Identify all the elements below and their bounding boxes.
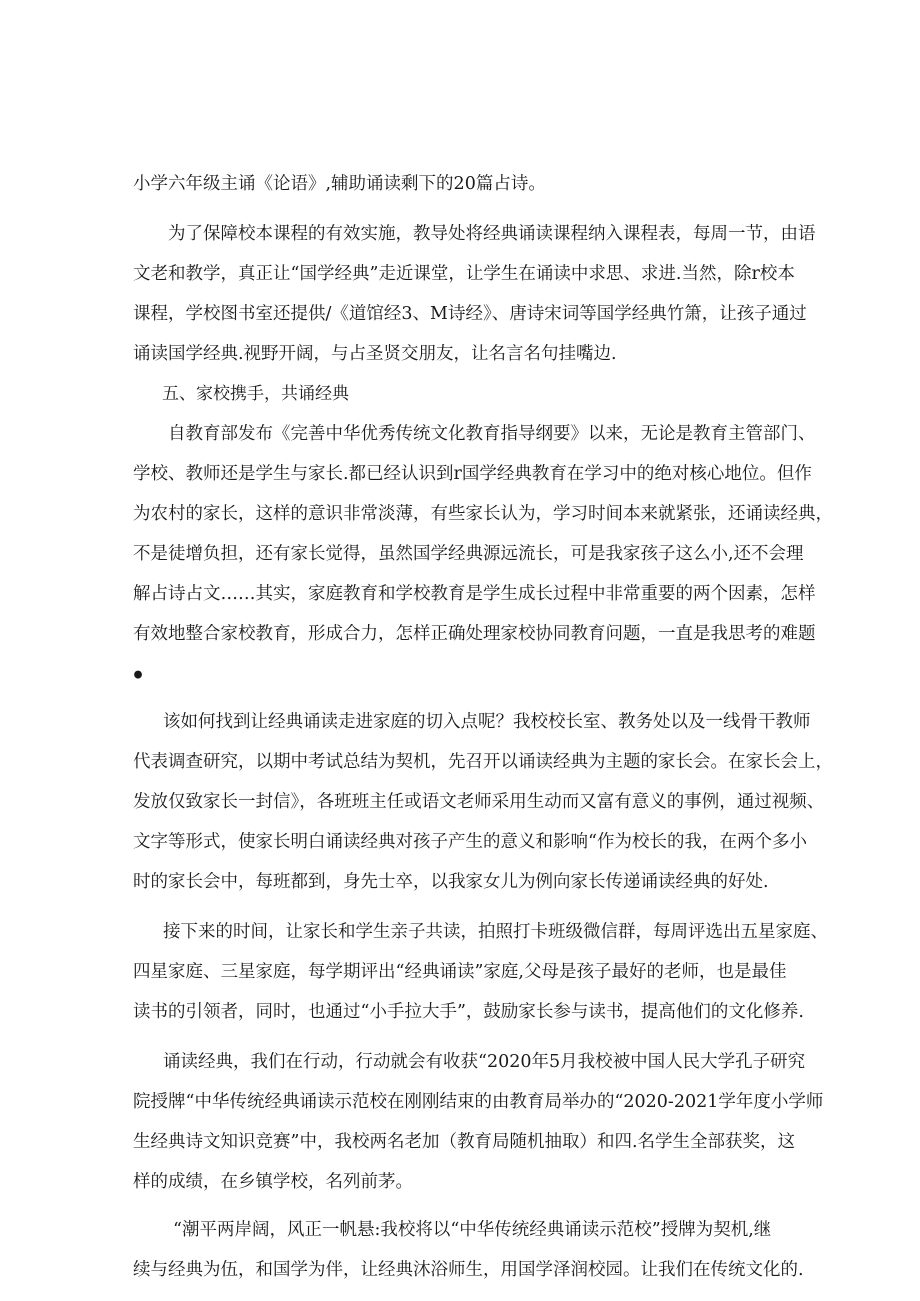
body-line: 为农村的家长，这样的意识非常淡薄，有些家长认为，学习时间本来就紧张，还诵读经典，: [133, 504, 833, 524]
body-line: 诵读国学经典.视野开阔，与占圣贤交朋友，让名言名句挂嘴边.: [133, 344, 617, 364]
section-heading: 五、家校携手，共诵经典: [162, 384, 349, 404]
body-line: 代表调查研究，以期中考试总结为契机，先召开以诵读经典为主题的家长会。在家长会上，: [133, 752, 833, 772]
body-line: 接下来的时间，让家长和学生亲子共读，拍照打卡班级微信群，每周评选出五星家庭、: [163, 922, 828, 942]
body-line: 文字等形式，使家长明白诵读经典对孩子产生的意义和影响“作为校长的我，在两个多小: [133, 832, 807, 852]
body-line: “潮平两岸阔，风正一帆悬:我校将以“中华传统经典诵读示范校”授牌为契机,继: [173, 1220, 772, 1240]
body-line: 不是徒增负担，还有家长觉得，虽然国学经典源远流长，可是我家孩子这么小,还不会理: [133, 544, 804, 564]
body-line: 续与经典为伍，和国学为伴，让经典沐浴师生，用国学泽润校园。让我们在传统文化的.: [133, 1260, 804, 1280]
body-line: 时的家长会中，每班都到，身先士卒，以我家女儿为例向家长传递诵读经典的好处.: [133, 872, 769, 892]
body-line: 该如何找到让经典诵读走进家庭的切入点呢？我校校长室、教务处以及一线骨干教师: [163, 712, 811, 732]
body-line: 发放仅致家长一封信》，各班班主任或语文老师采用生动而又富有意义的事例，通过视频、: [133, 792, 825, 812]
body-line: 样的成绩，在乡镇学校，名列前茅。: [133, 1172, 413, 1192]
body-line: 课程，学校图书室还提供/《道馆经3、M诗经》、唐诗宋词等国学经典竹箫，让孩子通过: [133, 304, 807, 324]
body-line: 为了保障校本课程的有效实施，教导处将经典诵读课程纳入课程表，每周一节，由语: [168, 224, 816, 244]
body-line: 文老和教学，真正让“国学经典”走近课堂，让学生在诵读中求思、求进.当然，除r校本: [133, 264, 795, 284]
body-line: 解占诗占文……其实，家庭教育和学校教育是学生成长过程中非常重要的两个因素，怎样: [133, 584, 816, 604]
body-line: 学校、教师还是学生与家长.都已经认识到r国学经典教育在学习中的绝对核心地位。但作: [133, 464, 812, 484]
body-line: 四星家庭、三星家庭，每学期评出“经典诵读”家庭,父母是孩子最好的老师，也是最佳: [133, 962, 787, 982]
body-line: 读书的引领者，同时，也通过“小手拉大手”，鼓励家长参与读书，提高他们的文化修养.: [133, 1002, 804, 1022]
body-line: 诵读经典，我们在行动，行动就会有收获“2020年5月我校被中国人民大学孔子研究: [163, 1052, 806, 1072]
body-line: 自教育部发布《完善中华优秀传统文化教育指导纲要》以来，无论是教育主管部门、: [168, 424, 816, 444]
body-line: 院授牌“中华传统经典诵读示范校在刚刚结束的由教育局举办的“2020-2021学年度小学师: [133, 1092, 824, 1112]
body-line: 小学六年级主诵《论语》,辅助诵读剩下的20篇占诗。: [133, 174, 546, 194]
body-line: •: [131, 663, 146, 689]
body-line: 有效地整合家校教育，形成合力，怎样正确处理家校协同教育问题，一直是我思考的难题: [133, 624, 816, 644]
body-line: 生经典诗文知识竞赛”中，我校两名老加（教育局随机抽取）和四.名学生全部获奖，这: [133, 1132, 796, 1152]
